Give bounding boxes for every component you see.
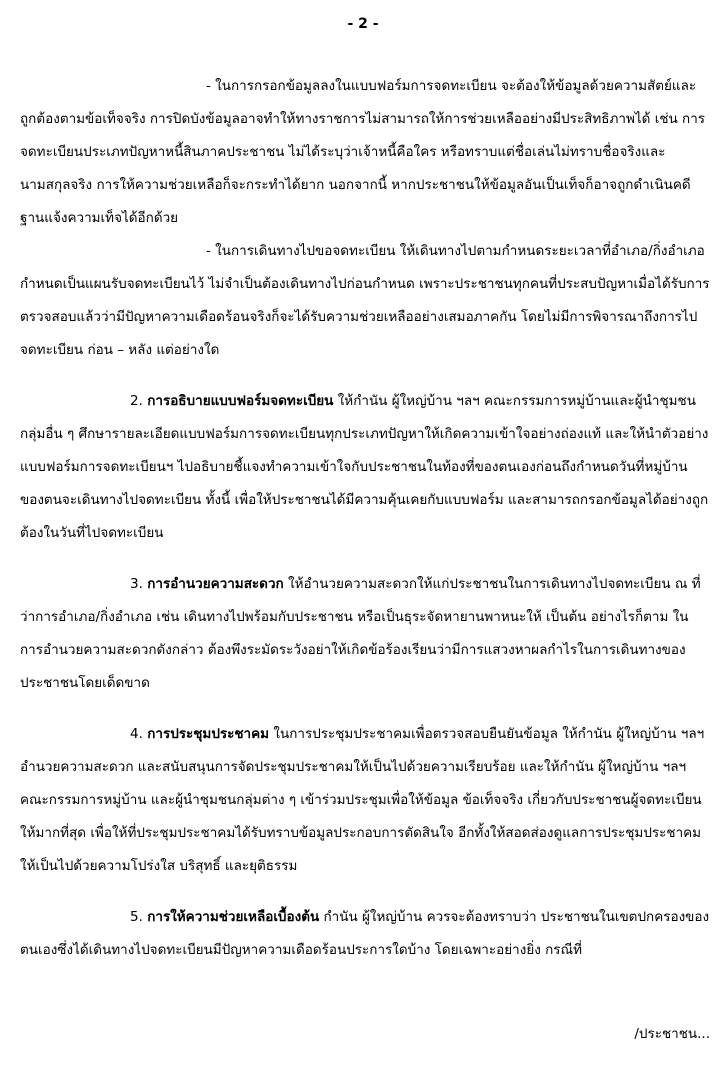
section-text: กำนัน ผู้ใหญ่บ้าน ควรจะต้องทราบว่า ประชาชนในเขตปกครองของตนเองซึ่งได้เดินทางไปจดทะเบียนมีปัญหาความเดือดร้อนประการใดบ้าง โดยเฉพาะอย่างยิ่ง กรณีที่: [20, 909, 710, 958]
paragraph-data-entry: - ในการกรอกข้อมูลลงในแบบฟอร์มการจดทะเบียน จะต้องให้ข้อมูลด้วยความสัตย์และถูกต้องตามข้อเท็จจริง การปิดบังข้อมูลอาจทำให้ทางราชการไม่สามารถให้การช่วยเหลืออย่างมีประสิทธิภาพได้ เช่น การจดทะเบียนประเภทปัญหาหนี้สินภาคประชาชน ไม่ได้ระบุว่าเจ้าหนี้คือใคร หรือทราบแต่ชื่อเล่นไม่ทราบชื่อจริงและนามสกุลจริง การให้ความช่วยเหลือก็จะกระทำได้ยาก นอกจากนี้ หากประชาชนให้ข้อมูลอันเป็นเท็จก็อาจถูกดำเนินคดีฐานแจ้งความเท็จได้อีกด้วย: [20, 78, 706, 226]
section-text: ให้กำนัน ผู้ใหญ่บ้าน ฯลฯ คณะกรรมการหมู่บ้านและผู้นำชุมชนกลุ่มอื่น ๆ ศึกษารายละเอียดแบบฟอร์มการจดทะเบียนทุกประเภทปัญหาให้เกิดความเข้าใจอย่างถ่องแท้ และให้นำตัวอย่างแบบฟอร์มการจดทะเบียนฯ ไปอธิบายชี้แจงทำความเข้าใจกับประชาชนในท้องที่ของตนเองก่อนถึงกำหนดวันที่หมู่บ้านของตนจะเดินทางไปจดทะเบียน ทั้งนี้ เพื่อให้ประชาชนได้มีความคุ้นเคยกับแบบฟอร์ม และสามารถกรอกข้อมูลได้อย่างถูกต้องในวันที่ไปจดทะเบียน: [20, 393, 709, 541]
section-number: 2.: [130, 393, 143, 409]
section-number: 5.: [130, 909, 143, 925]
document-body: [20, 70, 710, 967]
section-4-community-meeting: [20, 718, 710, 883]
section-5-initial-assistance: [20, 901, 710, 967]
section-number: 4.: [130, 726, 143, 742]
section-text: ในการประชุมประชาคมเพื่อตรวจสอบยืนยันข้อมูล ให้กำนัน ผู้ใหญ่บ้าน ฯลฯ อำนวยความสะดวก และสนับสนุนการจัดประชุมประชาคมให้เป็นไปด้วยความเรียบร้อย และให้กำนัน ผู้ใหญ่บ้าน ฯลฯ คณะกรรมการหมู่บ้าน และผู้นำชุมชนกลุ่มต่าง ๆ เข้าร่วมประชุมเพื่อให้ข้อมูล ข้อเท็จจริง เกี่ยวกับประชาชนผู้จดทะเบียนให้มากที่สุด เพื่อให้ที่ประชุมประชาคมได้รับทราบข้อมูลประกอบการตัดสินใจ อีกทั้งให้สอดส่องดูแลการประชุมประชาคมให้เป็นไปด้วยความโปร่งใส บริสุทธิ์ และยุติธรรม: [20, 726, 705, 874]
continuation-footer: /ประชาชน...: [634, 1026, 710, 1042]
section-title: การอธิบายแบบฟอร์มจดทะเบียน: [147, 393, 334, 409]
page-number: - 2 -: [347, 16, 379, 32]
section-3-facilitation: [20, 568, 710, 700]
section-title: การให้ความช่วยเหลือเบื้องต้น: [147, 909, 320, 925]
section-number: 3.: [130, 576, 143, 592]
section-2-form-explanation: [20, 385, 710, 550]
paragraph-travel: - ในการเดินทางไปขอจดทะเบียน ให้เดินทางไปตามกำหนดระยะเวลาที่อำเภอ/กิ่งอำเภอกำหนดเป็นแผนรับจดทะเบียนไว้ ไม่จำเป็นต้องเดินทางไปก่อนกำหนด เพราะประชาชนทุกคนที่ประสบปัญหาเมื่อได้รับการตรวจสอบแล้วว่ามีปัญหาความเดือดร้อนจริงก็จะได้รับความช่วยเหลืออย่างเสมอภาคกัน โดยไม่มีการพิจารณาถึงการไปจดทะเบียน ก่อน – หลัง แต่อย่างใด: [20, 243, 710, 358]
section-text: ให้อำนวยความสะดวกให้แก่ประชาชนในการเดินทางไปจดทะเบียน ณ ที่ว่าการอำเภอ/กิ่งอำเภอ เช่น เดินทางไปพร้อมกับประชาชน หรือเป็นธุระจัดหายานพาหนะให้ เป็นต้น อย่างไรก็ตาม ในการอำนวยความสะดวกดังกล่าว ต้องพึงระมัดระวังอย่าให้เกิดข้อร้องเรียนว่ามีการแสวงหาผลกำไรในการเดินทางของประชาชนโดยเด็ดขาด: [20, 576, 701, 691]
section-title: การอำนวยความสะดวก: [147, 576, 284, 592]
section-title: การประชุมประชาคม: [147, 726, 270, 742]
